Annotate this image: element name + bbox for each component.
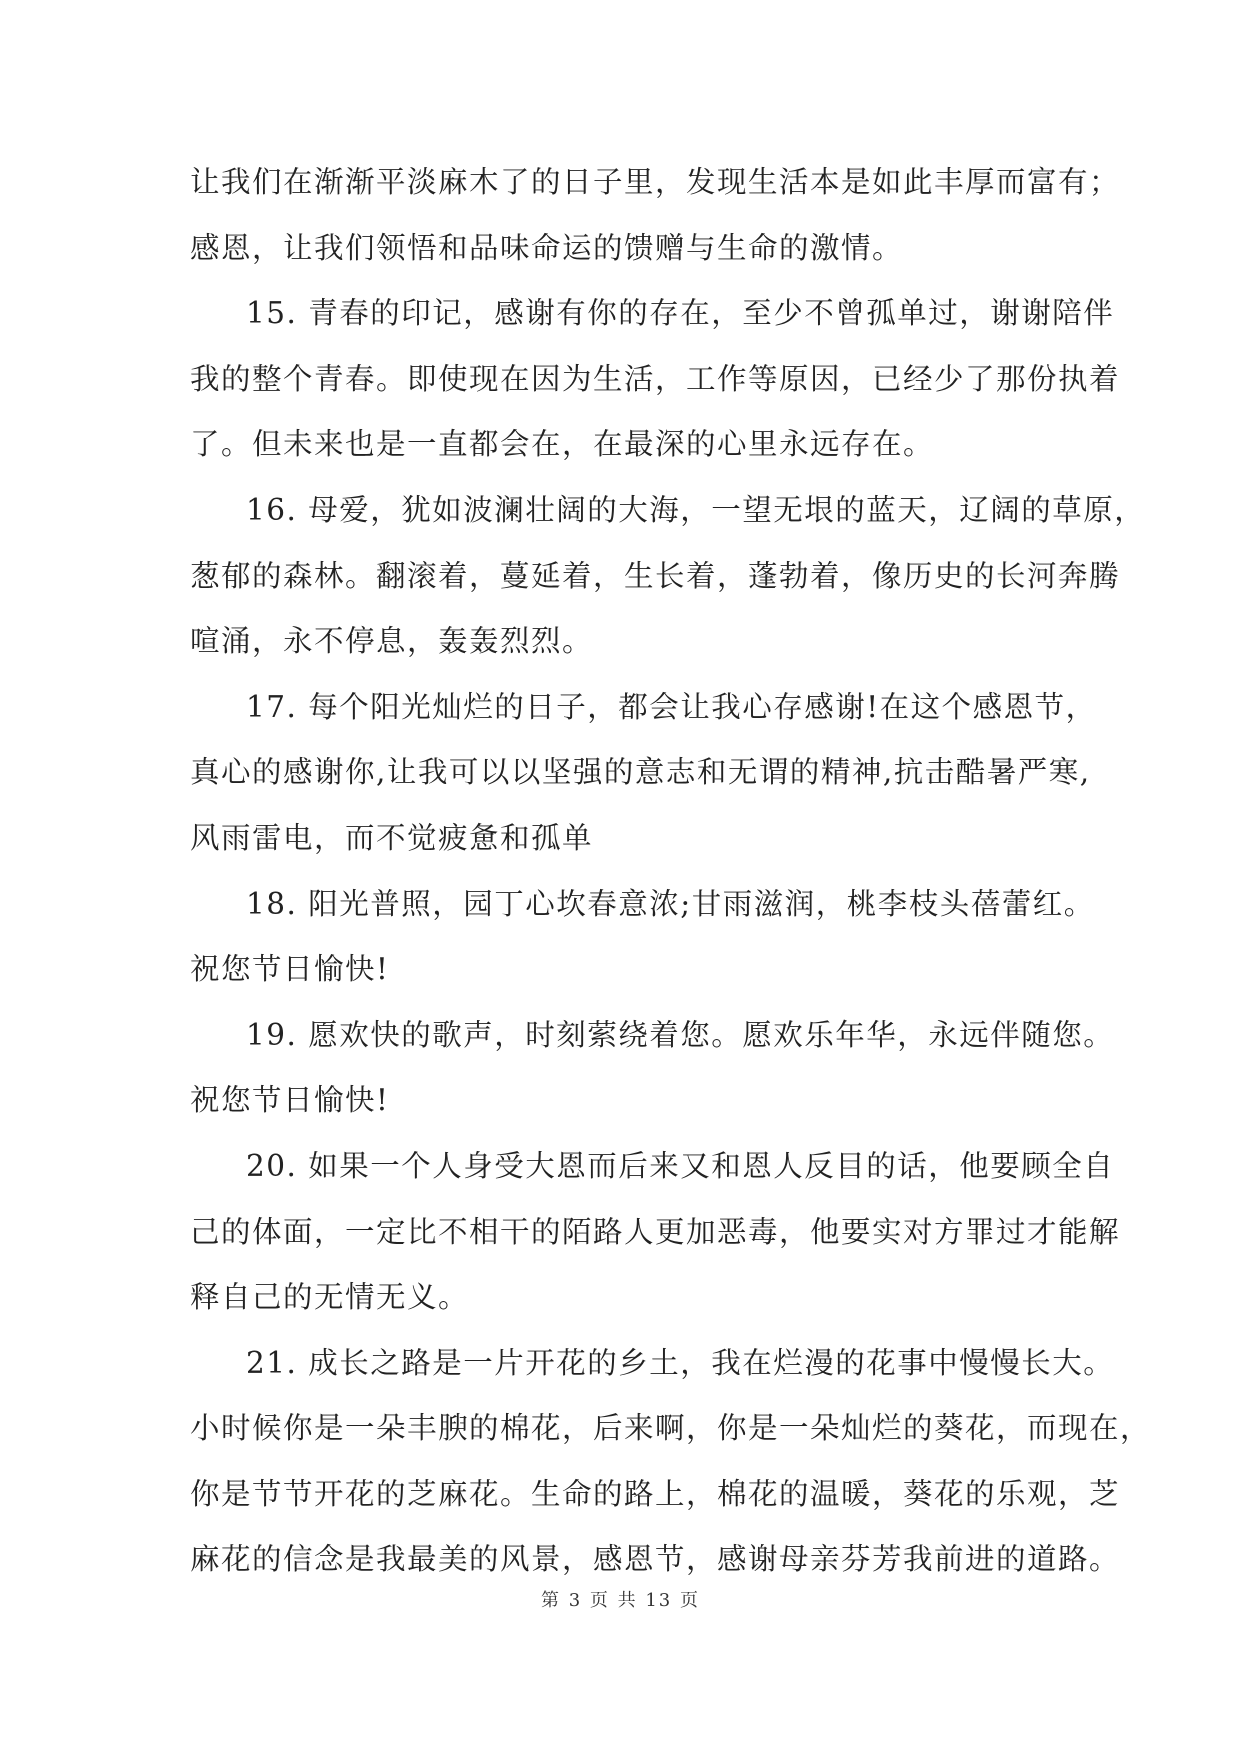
text-line: 你是节节开花的芝麻花。生命的路上，棉花的温暖，葵花的乐观，芝 [190,1476,1121,1511]
text-line: 感恩，让我们领悟和品味命运的馈赠与生命的激情。 [190,230,904,265]
text-line: 17. 每个阳光灿烂的日子，都会让我心存感谢!在这个感恩节， [246,689,1097,724]
text-line: 20. 如果一个人身受大恩而后来又和恩人反目的话，他要顾全自 [246,1148,1115,1183]
text-line: 15. 青春的印记，感谢有你的存在，至少不曾孤单过，谢谢陪伴 [246,296,1115,331]
text-line: 葱郁的森林。翻滚着，蔓延着，生长着，蓬勃着，像历史的长河奔腾 [190,558,1121,593]
page-number-footer: 第 3 页 共 13 页 [541,1590,700,1611]
text-line: 风雨雷电，而不觉疲惫和孤单 [190,820,594,855]
text-line: 麻花的信念是我最美的风景，感恩节，感谢母亲芬芳我前进的道路。 [190,1542,1121,1577]
text-line: 16. 母爱，犹如波澜壮阔的大海，一望无垠的蓝天，辽阔的草原， [246,492,1146,527]
text-line: 19. 愿欢快的歌声，时刻萦绕着您。愿欢乐年华，永远伴随您。 [246,1017,1115,1052]
text-line: 释自己的无情无义。 [190,1280,470,1315]
text-line: 18. 阳光普照，园丁心坎春意浓;甘雨滋润，桃李枝头蓓蕾红。 [246,886,1095,921]
text-line: 小时候你是一朵丰腴的棉花，后来啊，你是一朵灿烂的葵花，而现在， [190,1411,1152,1446]
text-line: 21. 成长之路是一片开花的乡土，我在烂漫的花事中慢慢长大。 [246,1345,1115,1380]
text-line: 喧涌，永不停息，轰轰烈烈。 [190,624,594,659]
text-line: 我的整个青春。即使现在因为生活，工作等原因，已经少了那份执着 [190,361,1121,396]
text-line: 祝您节日愉快! [190,1083,390,1118]
text-line: 祝您节日愉快! [190,952,390,987]
text-line: 了。但未来也是一直都会在，在最深的心里永远存在。 [190,427,935,462]
text-line: 真心的感谢你,让我可以以坚强的意志和无谓的精神,抗击酷暑严寒, [190,755,1091,790]
document-body [190,150,1152,1593]
text-line: 让我们在渐渐平淡麻木了的日子里，发现生活本是如此丰厚而富有； [190,165,1121,199]
text-line: 己的体面，一定比不相干的陌路人更加恶毒，他要实对方罪过才能解 [190,1214,1121,1249]
